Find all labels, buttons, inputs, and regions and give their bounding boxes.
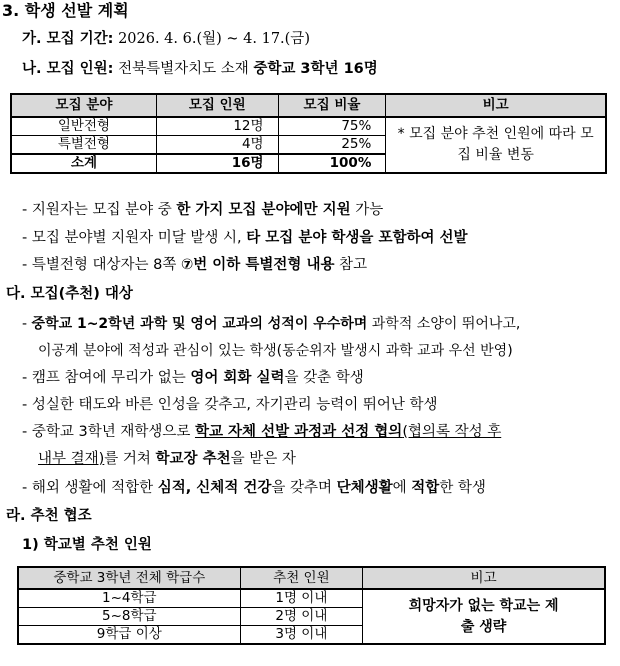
bullet-emphasis: 중학교 1~2학년 과학 및 영어 교과의 성적이 우수하며 <box>31 316 368 332</box>
bullet-text: 과학적 소양이 뛰어나고, <box>367 316 521 332</box>
count-cell: 2명 이내 <box>240 608 363 626</box>
recommend-table <box>17 566 606 645</box>
bullet-item: - 성실한 태도와 바른 인성을 갖추고, 자기관리 능력이 뛰어난 학생 <box>22 397 438 413</box>
header-cell: 비고 <box>363 567 605 589</box>
header-cell: 모집 비율 <box>278 94 386 117</box>
target-section-title: 다. 모집(추천) 대상 <box>6 286 133 302</box>
field-cell: 일반전형 <box>11 117 156 136</box>
bullet-emphasis: 타 모집 분야 학생을 포함하여 선발 <box>246 230 468 246</box>
bullet-item <box>22 200 383 220</box>
bullet-text: 참고 <box>334 257 368 273</box>
bullet-continuation <box>38 449 296 469</box>
bullet-item <box>22 314 520 334</box>
classes-cell: 1~4학급 <box>18 589 240 608</box>
subsection-title: 1) 학교별 추천 인원 <box>22 537 152 553</box>
header-cell: 비고 <box>386 94 606 117</box>
recruit-table-header <box>11 94 606 117</box>
bullet-text: 에 <box>392 480 412 496</box>
count-cell: 12명 <box>156 117 278 136</box>
bullet-text: 한 학생 <box>439 480 486 496</box>
bullet-text: - 중학교 3학년 재학생으로 <box>22 424 195 440</box>
bullet-emphasis: 심적, 신체적 건강 <box>157 480 272 496</box>
classes-cell: 5~8학급 <box>18 608 240 626</box>
bullet-emphasis: 학교 자체 선발 과정과 선정 협의 <box>194 424 403 440</box>
recruit-count-target: 중학교 3학년 16명 <box>253 61 378 77</box>
bullet-emphasis: ⑦번 이하 특별전형 내용 <box>180 257 335 273</box>
total-ratio: 100% <box>278 154 386 173</box>
bullet-text: 을 갖추며 <box>271 480 337 496</box>
header-cell: 모집 분야 <box>11 94 156 117</box>
bullet-text: - 특별전형 대상자는 8쪽 <box>22 257 181 273</box>
bullet-text: - 모집 분야별 지원자 미달 발생 시, <box>22 230 247 246</box>
bullet-text: 가능 <box>350 202 384 218</box>
bullet-text: 을 갖춘 학생 <box>284 370 364 386</box>
bullet-text: 을 받은 자 <box>230 451 296 467</box>
bullet-emphasis: 적합 <box>411 480 440 496</box>
field-cell: 특별전형 <box>11 136 156 155</box>
recommend-table-header <box>18 567 605 589</box>
header-cell: 중학교 3학년 전체 학급수 <box>18 567 240 589</box>
bullet-item <box>22 228 468 248</box>
bullet-emphasis: 학교장 추천 <box>155 451 231 467</box>
recruit-count-label: 나. 모집 인원: <box>22 61 114 77</box>
bullet-item <box>22 368 364 388</box>
note-cell: * 모집 분야 추천 인원에 따라 모집 비율 변동 <box>386 117 606 173</box>
ratio-cell: 75% <box>278 117 386 136</box>
note-cell: 희망자가 없는 학교는 제출 생략 <box>363 589 605 644</box>
bullet-text: 내부 결재) <box>38 451 105 467</box>
classes-cell: 9학급 이상 <box>18 626 240 645</box>
bullet-text: - <box>22 316 32 332</box>
bullet-text: - 지원자는 모집 분야 중 <box>22 202 177 218</box>
total-label: 소계 <box>11 154 156 173</box>
bullet-emphasis: 단체생활 <box>336 480 393 496</box>
bullet-item <box>22 422 501 442</box>
header-cell: 모집 인원 <box>156 94 278 117</box>
table-row <box>18 589 605 608</box>
bullet-continuation: 이공계 분야에 적성과 관심이 있는 학생(동순위자 발생시 과학 교과 우선 반영) <box>38 343 513 359</box>
bullet-text: (협의록 작성 후 <box>402 424 502 440</box>
total-count: 16명 <box>156 154 278 173</box>
count-cell: 3명 이내 <box>240 626 363 645</box>
count-cell: 4명 <box>156 136 278 155</box>
recruit-count-region: 전북특별자치도 소재 <box>118 61 249 77</box>
bullet-text: 를 거쳐 <box>104 451 156 467</box>
bullet-emphasis: 한 가지 모집 분야에만 지원 <box>176 202 351 218</box>
recruit-table <box>10 93 607 174</box>
bullet-item <box>22 478 486 498</box>
count-cell: 1명 이내 <box>240 589 363 608</box>
header-cell: 추천 인원 <box>240 567 363 589</box>
bullet-text: - 캠프 참여에 무리가 없는 <box>22 370 191 386</box>
recruit-period-value: 2026. 4. 6.(월) ~ 4. 17.(금) <box>118 31 310 47</box>
table-row <box>11 117 606 136</box>
bullet-item <box>22 255 367 275</box>
recruit-period-label: 가. 모집 기간: <box>22 31 114 47</box>
bullet-text: - 해외 생활에 적합한 <box>22 480 158 496</box>
bullet-emphasis: 영어 회화 실력 <box>190 370 285 386</box>
cooperation-section-title: 라. 추천 협조 <box>6 508 92 524</box>
ratio-cell: 25% <box>278 136 386 155</box>
section-title: 3. 학생 선발 계획 <box>2 1 129 20</box>
recruit-period <box>22 29 310 49</box>
recruit-count <box>22 59 378 79</box>
